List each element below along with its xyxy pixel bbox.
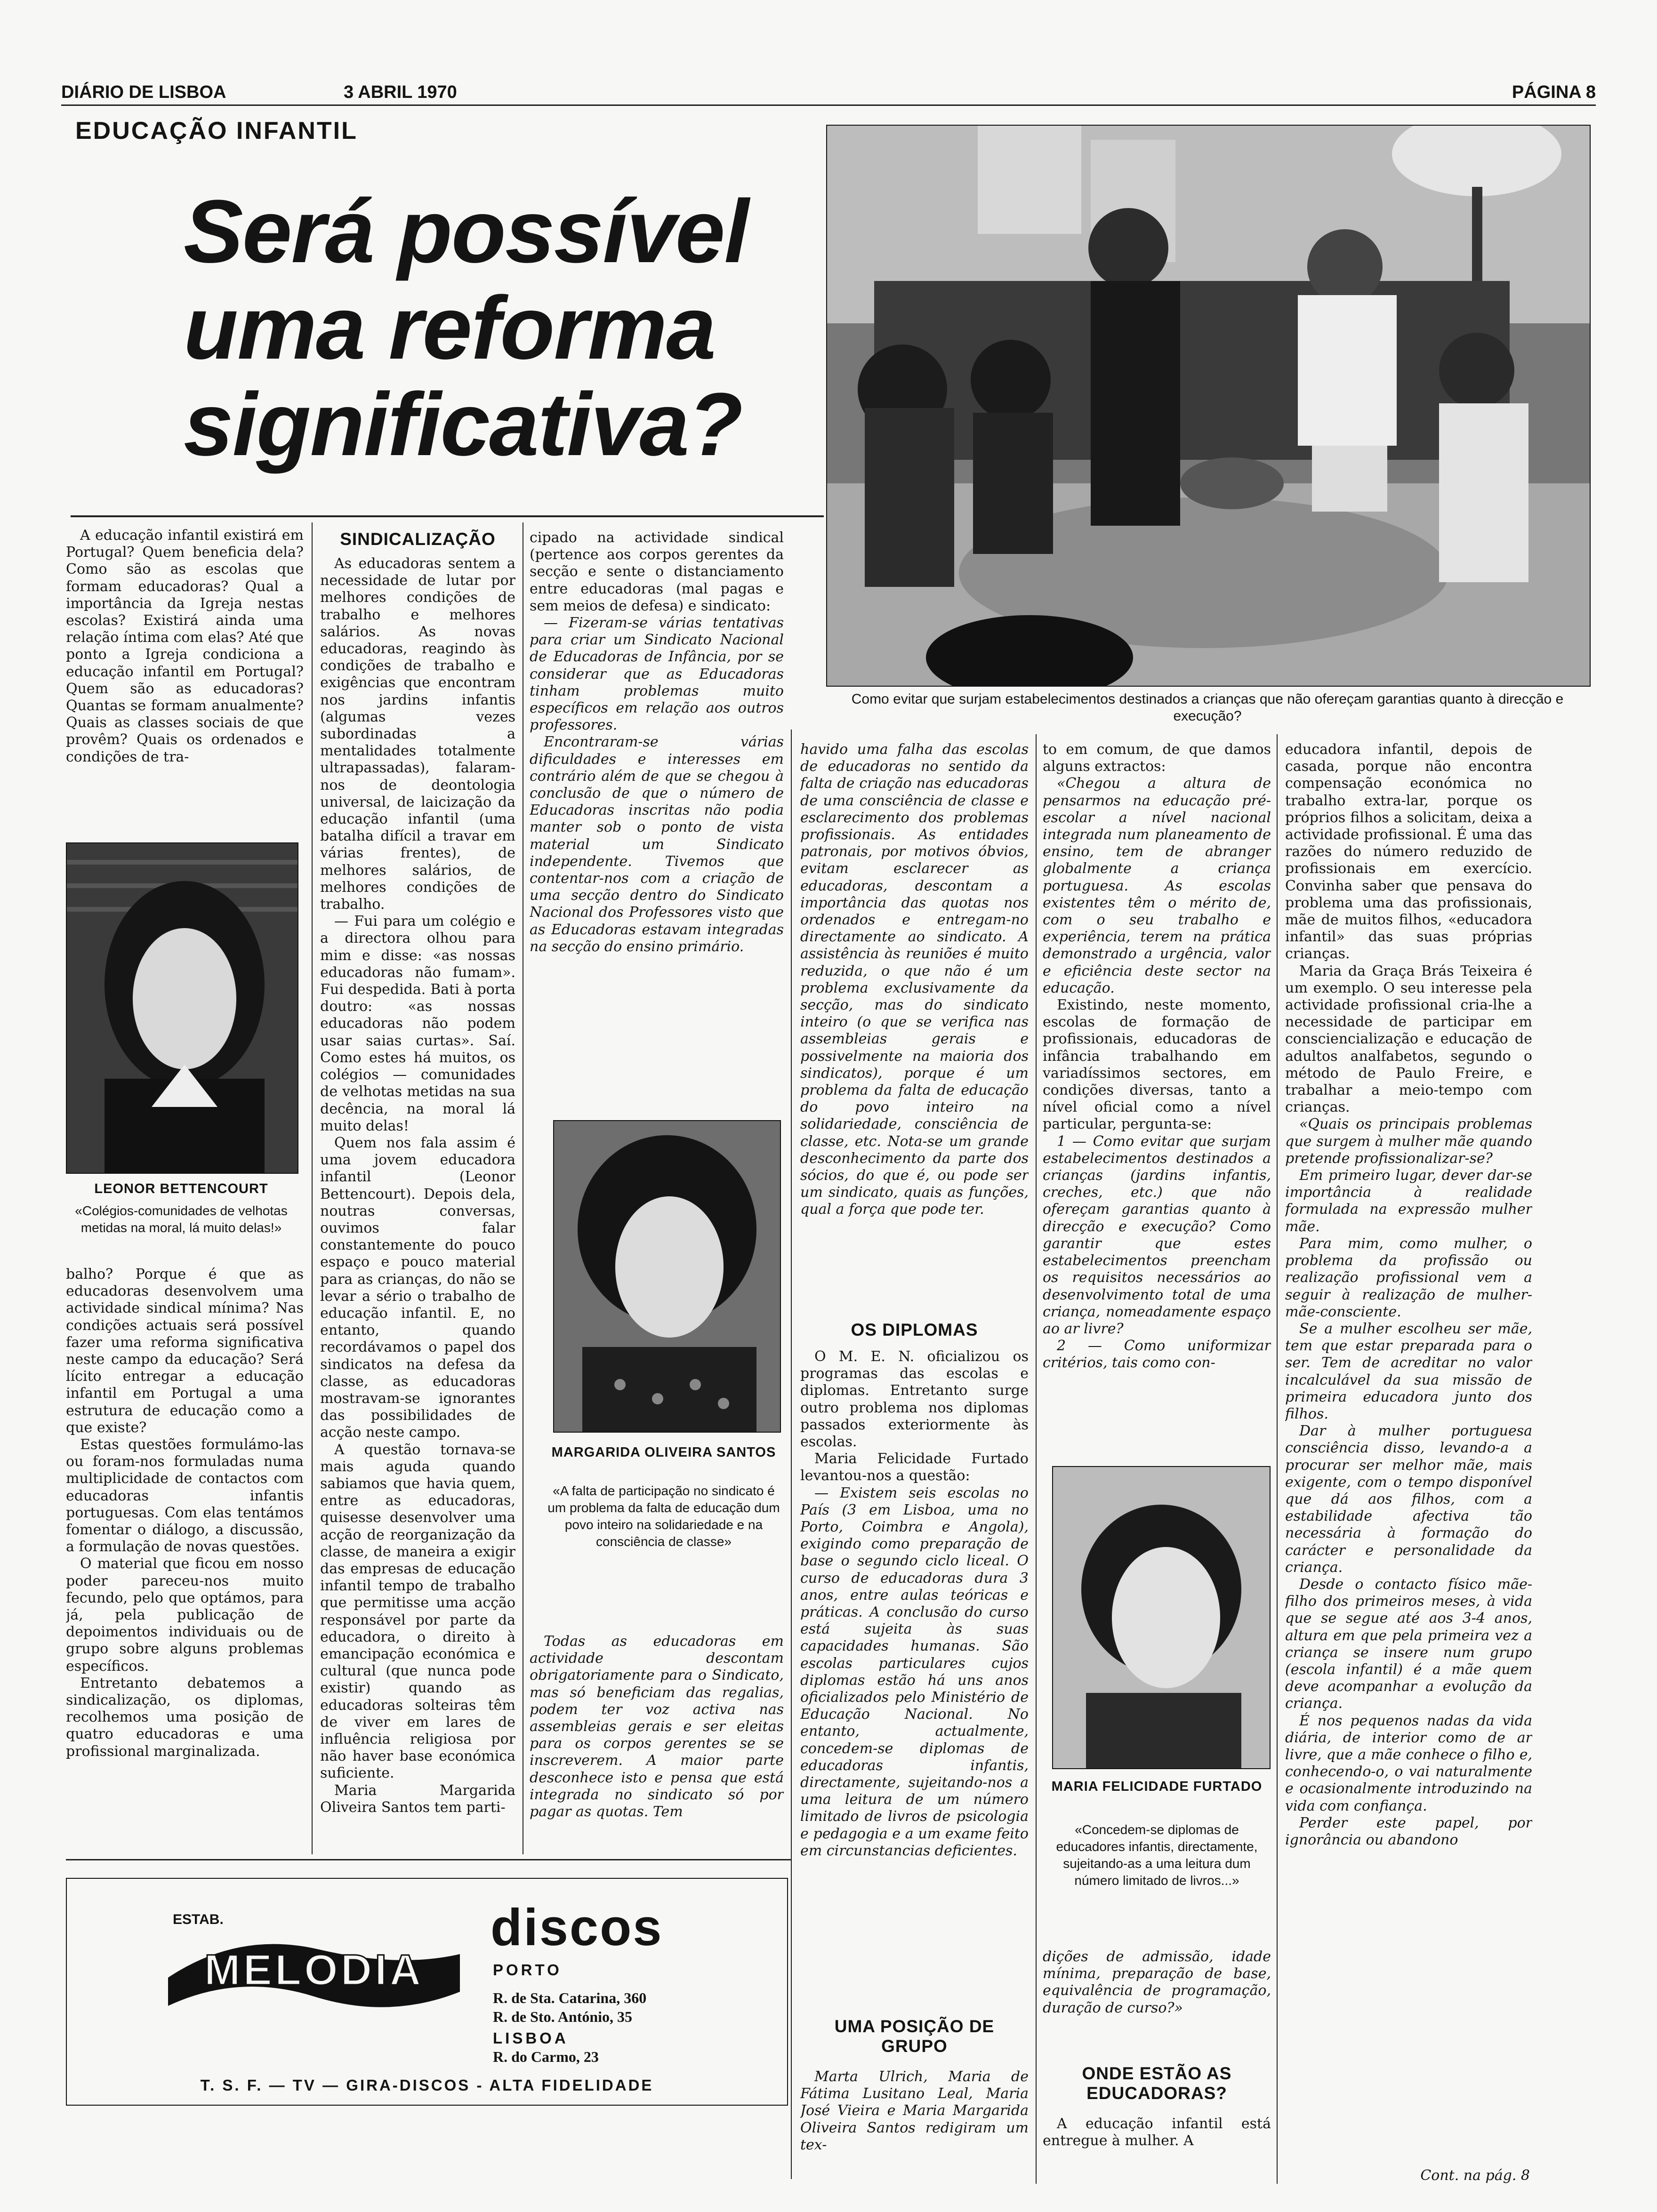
portrait-name: MARIA FELICIDADE FURTADO	[1051, 1779, 1263, 1794]
portrait-name: LEONOR BETTENCOURT	[94, 1181, 268, 1196]
paragraph: Quem nos fala assim é uma jovem educadora infantil (Leonor Bettencourt). Depois dela, noutras conversas, ouvimos falar constantemente do pouco espaço e pouco material para as crianças, do não se levar a sério o trabalho de educação infantil. E, no entanto, quando recordávamos o papel dos sindicatos na defesa da classe, as educadoras mostravam-se ignorantes das possibilidades de acção neste campo.	[320, 1134, 515, 1441]
paragraph: — Fui para um colégio e a directora olhou para mim e disse: «as nossas educadoras não fumam». Fui despedida. Bati à porta doutro: «as nossas educadoras não podem usar saias curtas». Saí. Como estes há muitos, os colégios — comunidades de velhotas metidas na sua decência, na moral lá muito delas!	[320, 913, 515, 1134]
paragraph: «Quais os principais problemas que surgem à mulher mãe quando pretende profissionalizar-se?	[1285, 1116, 1532, 1167]
subhead-sindicalizacao: SINDICALIZAÇÃO	[340, 529, 496, 549]
headline	[184, 184, 796, 473]
portrait-image	[67, 843, 298, 1173]
paragraph: cipado na actividade sindical (pertence aos corpos gerentes da secção e sente o distanciamento entre educadoras (mal pagas e sem meios de defesa) e sindicato:	[530, 529, 784, 614]
portrait-quote: «Colégios-comunidades de velhotas metidas na moral, lá muito delas!»	[75, 1203, 288, 1235]
paragraph: Perder este papel, por ignorância ou abandono	[1285, 1814, 1532, 1848]
column-rule	[1036, 734, 1037, 2184]
paragraph: O M. E. N. oficializou os programas das escolas e diplomas. Entretanto surge outro problema nos diplomas passados exteriormente às escolas.	[800, 1348, 1029, 1451]
paragraph: 1 — Como evitar que surjam estabelecimentos destinados a crianças (jardins infantis, creches, etc.) que não ofereçam garantias quanto à direcção e execução? Como garantir que estes estabelecimentos preencham os requisitos necessários ao desenvolvimento total de uma criança, nomeadamente espaço ao ar livre?	[1043, 1133, 1271, 1337]
headline-line: uma reforma	[184, 278, 715, 378]
portrait-name: MARGARIDA OLIVEIRA SANTOS	[551, 1445, 776, 1460]
section-label: EDUCAÇÃO INFANTIL	[75, 117, 358, 144]
paragraph: to em comum, de que damos alguns extractos:	[1043, 741, 1271, 775]
paragraph: Maria da Graça Brás Teixeira é um exemplo. O seu interesse pela actividade profissional cria-lhe a necessidade de participar em consciencialização e educação de adultos analfabetos, segundo o método de Paulo Freire, e trabalhar a meio-tempo com crianças.	[1285, 962, 1532, 1116]
article-col5-middle	[1043, 1948, 1271, 2028]
column-rule	[1277, 734, 1278, 2184]
ad-address: R. do Carmo, 23	[493, 2048, 599, 2065]
paragraph: Encontraram-se várias dificuldades e interesses em contrário além de que se chegou à conclusão de que o número de Educadoras inscritas não podia manter sob o ponto de vista material um Sindicato independente. Tivemos que contentar-nos com a criação de uma secção dentro do Sindicato Nacional dos Professores visto que as Educadoras estavam integradas na secção do ensino primário.	[530, 734, 784, 955]
article-col4-bottom	[800, 2068, 1029, 2186]
continued-note: Cont. na pág. 8	[1420, 2167, 1530, 2184]
headline-line: Será possível	[184, 182, 748, 281]
paragraph: As educadoras sentem a necessidade de lutar por melhores condições de trabalho e melhores salários. As novas educadoras, reagindo às condições de trabalho e exigências que encontram nos jardins infantis (algumas vezes subordinadas a mentalidades totalmente ultrapassadas), falaram-nos de deontologia universal, de laicização da educação infantil (uma batalha difícil a travar em várias frentes), de melhores salários, de melhores condições de trabalho.	[320, 555, 515, 913]
article-col2	[320, 555, 515, 1850]
group-photo-image	[827, 126, 1590, 686]
column-rule	[312, 522, 313, 1854]
paragraph: A educação infantil está entregue à mulher. A	[1043, 2116, 1271, 2149]
logo-brand-text: MELODIA	[204, 1946, 424, 1994]
article-col3-bottom	[530, 1633, 784, 1850]
subhead-onde: ONDE ESTÃO AS EDUCADORAS?	[1082, 2064, 1232, 2103]
paragraph: Entretanto debatemos a sindicalização, os diplomas, recolhemos uma posição de quatro educadoras e uma profissional marginalizada.	[66, 1675, 304, 1760]
portrait-quote: «Concedem-se diplomas de educadores infantis, directamente, sujeitando-as a uma leitura dum número limitado de livros...»	[1056, 1822, 1258, 1888]
paragraph: balho? Porque é que as educadoras desenvolvem uma actividade sindical mínima? Nas condições actuais será possível fazer uma reforma significativa neste campo da educação? Será lícito entregar a educação infantil em Portugal a uma estrutura de educação como a que existe?	[66, 1266, 304, 1436]
main-photo-caption: Como evitar que surjam estabelecimentos destinados a crianças que não ofereçam garantias quanto à direcção e execução?	[851, 691, 1564, 724]
paragraph: Existindo, neste momento, escolas de formação de profissionais, educadoras de infância trabalhando em variadíssimos sectores, em condições diversas, tanto a nível oficial como a nível particular, pergunta-se:	[1043, 997, 1271, 1133]
article-col6	[1285, 741, 1532, 2163]
paragraph: Marta Ulrich, Maria de Fátima Lusitano Leal, Maria José Vieira e Maria Margarida Oliveira Santos redigiram um tex-	[800, 2068, 1029, 2153]
masthead-rule	[61, 104, 1596, 106]
paragraph: «Chegou a altura de pensarmos na educação pré-escolar a nível nacional integrada num planeamento de ensino, tem de abranger globalmente a criança portuguesa. As escolas existentes têm o mérito de, com o seu trabalho e experiência, terem na prática demonstrado a urgência, valor e eficiência deste sector na educação.	[1043, 775, 1271, 996]
ad-discos: discos	[491, 1899, 663, 1956]
paragraph: educadora infantil, depois de casada, porque não encontra compensação económica no trabalho extra-lar, porque os próprios filhos a solicitam, deixa a actividade profissional. É uma das razões do número reduzido de profissionais em exercício. Convinha saber que pensava do problema uma das profissionais, mãe de muitos filhos, «educadora infantil» das suas próprias crianças.	[1285, 741, 1532, 962]
masthead	[61, 82, 1596, 115]
column-rule	[791, 729, 792, 2179]
ad-address: R. de Sta. Catarina, 360	[493, 1989, 647, 2006]
paragraph: havido uma falha das escolas de educadoras no sentido da falta de criação nas educadoras de uma consciência de classe e esclarecimento dos problemas profissionais. As entidades patronais, por motivos óbvios, evitam esclarecer as educadoras, descontam a importância das quotas nos ordenados e entregam-no directamente ao sindicato. A assistência às reuniões é muito reduzida, o que não é um problema exclusivamente da secção, mas do sindicato inteiro (o que se verifica nas assembleias gerais e possivelmente na maioria dos sindicatos), porque é um problema da falta de educação do povo inteiro na solidariedade, consciência de classe, etc. Nota-se um grande desconhecimento da parte dos sócios, do que é, ou pode ser um sindicato, quais as funções, qual a força que pode ter.	[800, 741, 1029, 1218]
ad-top-rule	[66, 1859, 791, 1860]
ad-address: R. de Sto. António, 35	[493, 2008, 633, 2025]
ad-footer: T. S. F. — TV — GIRA-DISCOS - ALTA FIDELIDADE	[200, 2076, 654, 2094]
issue-date: 3 ABRIL 1970	[344, 82, 457, 102]
paragraph: Maria Margarida Oliveira Santos tem parti-	[320, 1782, 515, 1816]
portrait-quote: «A falta de participação no sindicato é um problema da falta de educação dum povo inteiro na solidariedade e na consciência de classe»	[547, 1483, 780, 1549]
article-col1-intro	[66, 527, 304, 833]
melodia-logo	[163, 1926, 465, 2020]
paragraph: É nos pequenos nadas da vida diária, de interior como de ar livre, que a mãe conhece o filho e, conhecendo-o, o vai naturalmente e ocasionalmente introduzindo na vida com confiança.	[1285, 1712, 1532, 1814]
portrait-image	[1053, 1467, 1270, 1768]
article-col3-top	[530, 529, 784, 1104]
paragraph: — Existem seis escolas no País (3 em Lisboa, uma no Porto, Coimbra e Angola), exigindo como preparação de base o segundo ciclo liceal. O curso de educadoras dura 3 anos, entre aulas teóricas e práticas. A conclusão do curso está sujeita às suas capacidades humanas. São escolas particulares cujos diplomas estão há uns anos oficializados pelo Ministério de Educação Nacional. No entanto, actualmente, concedem-se diplomas de educadoras infantis, directamente, sujeitando-nos a uma leitura de um número limitado de livros de psicologia e pedagogia e a um exame feito em circunstancias deficientes.	[800, 1484, 1029, 1859]
paragraph: A educação infantil existirá em Portugal? Quem beneficia dela? Como são as escolas que formam educadoras? Qual a importância da Igreja nestas escolas? Existirá ainda uma relação íntima com elas? Até que ponto a Igreja condiciona a educação infantil em Portugal? Quem são as educadoras? Quantas se formam anualmente? Quais as classes sociais de que provêm? Quais os ordenados e condições de tra-	[66, 527, 304, 765]
paragraph: Se a mulher escolheu ser mãe, tem que estar preparada para o ser. Tem de acreditar no valor incalculável da sua missão de primeira educadora junto dos filhos.	[1285, 1320, 1532, 1422]
article-col5-top	[1043, 741, 1271, 1475]
subhead-diplomas: OS DIPLOMAS	[851, 1320, 978, 1339]
paragraph: Para mim, como mulher, o problema da profissão ou realização profissional vem a seguir à realização de mulher-mãe-consciente.	[1285, 1235, 1532, 1320]
headline-line: significativa?	[184, 375, 742, 474]
paragraph: Desde o contacto físico mãe-filho dos primeiros meses, à vida que se segue até aos 3-4 anos, altura em que pela primeira vez a criança se insere num grupo (escola infantil) é a mãe quem deve acompanhar a evolução da criança.	[1285, 1576, 1532, 1712]
article-col4-top	[800, 741, 1029, 1301]
main-photo	[826, 125, 1591, 687]
paragraph: — Fizeram-se várias tentativas para criar um Sindicato Nacional de Educadoras de Infância, por se considerar que as Educadoras tinham problemas muito específicos em relação aos outros professores.	[530, 615, 784, 734]
subhead-posicao: UMA POSIÇÃO DE GRUPO	[834, 2017, 995, 2056]
paragraph: Dar à mulher portuguesa consciência disso, levando-a a procurar ser melhor mãe, mais exigente, com o tempo disponível que dá aos filhos, com a estabilidade afectiva tão necessária à formação do carácter e personalidade da criança.	[1285, 1423, 1532, 1576]
article-col4-diplomas	[800, 1348, 1029, 1998]
paragraph: Estas questões formulámo-las ou foram-nos formuladas numa multiplicidade de contactos com educadoras infantis portuguesas. Com elas tentámos fomentar o diálogo, a discussão, a formulação de novas questões.	[66, 1436, 304, 1555]
paragraph: A questão tornava-se mais aguda quando sabiamos que havia quem, entre as educadoras, quisesse desenvolver uma acção de reorganização da classe, de maneira a exigir das empresas de educação infantil tempo de trabalho que permitisse uma acção responsável por parte da educadora, o direito à emancipação económica e cultural (que nunca pode existir) quando as educadoras solteiras têm de viver em lares de influência religiosa por não haver base económica suficiente.	[320, 1441, 515, 1782]
article-col1-body	[66, 1266, 304, 1850]
advertisement-melodia	[66, 1878, 788, 2106]
paragraph: Todas as educadoras em actividade descontam obrigatoriamente para o Sindicato, mas só beneficiam das regalias, podem ter voz activa nas assembleias gerais e ser eleitas para os corpos gerentes se se inscreverem. A maior parte desconhece isto e pensa que está integrada no sindicato só por pagar as quotas. Tem	[530, 1633, 784, 1820]
paragraph: Em primeiro lugar, dever dar-se importância à realidade formulada na expressão mulher mãe.	[1285, 1167, 1532, 1235]
portrait-leonor	[66, 842, 298, 1174]
ad-city-lisboa: LISBOA	[493, 2029, 569, 2047]
ad-city-porto: PORTO	[493, 1961, 562, 1979]
portrait-margarida	[553, 1120, 781, 1433]
paper-name: DIÁRIO DE LISBOA	[61, 82, 226, 102]
paragraph: 2 — Como uniformizar critérios, tais como con-	[1043, 1338, 1271, 1371]
paragraph: Maria Felicidade Furtado levantou-nos a questão:	[800, 1451, 1029, 1484]
headline-rule	[71, 515, 824, 517]
paragraph: dições de admissão, idade mínima, preparação de base, equivalência de programação, duração de curso?»	[1043, 1948, 1271, 2016]
article-col5-bottom	[1043, 2116, 1271, 2172]
portrait-image	[554, 1121, 780, 1432]
page-number: PÁGINA 8	[1512, 82, 1596, 102]
portrait-maria-felicidade	[1052, 1466, 1271, 1769]
paragraph: O material que ficou em nosso poder pareceu-nos muito fecundo, pelo que optámos, para já, pela publicação de depoimentos individuais ou de grupo sobre alguns problemas específicos.	[66, 1555, 304, 1675]
ad-estab: ESTAB.	[173, 1912, 224, 1927]
